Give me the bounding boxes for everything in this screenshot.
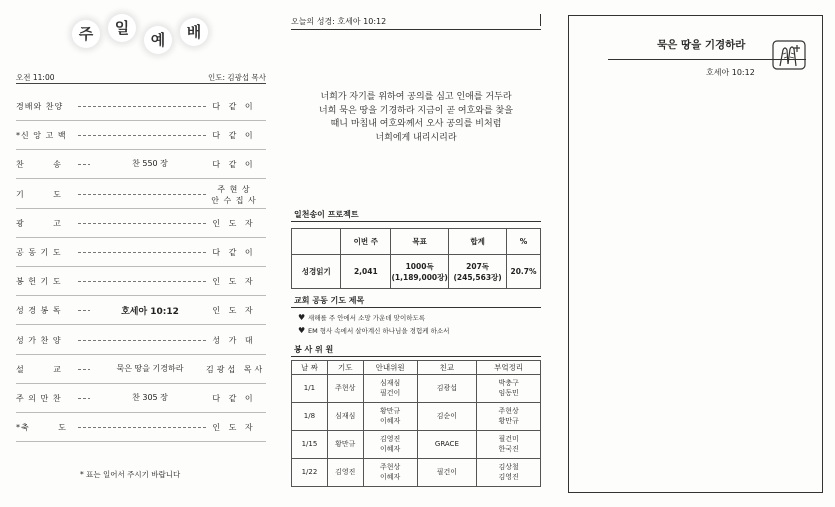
table-row: [292, 459, 541, 487]
leader-dots: [78, 223, 206, 224]
title-char: 배: [180, 18, 208, 46]
praying-hands-icon: [772, 40, 806, 70]
order-item-name: *축 도: [16, 423, 67, 433]
order-item-person: 다 같 이: [212, 394, 256, 403]
verse-line: 너희에게 내리시리라: [375, 132, 457, 143]
order-item-person: 성 가 대: [212, 335, 256, 345]
order-row: [16, 358, 266, 384]
scripture-verse: [291, 91, 541, 145]
order-item-name: 설 교: [16, 364, 62, 374]
order-item-name: *신 앙 고 백: [16, 131, 67, 141]
table-header: 부엌정리: [477, 361, 541, 375]
order-row: [16, 95, 266, 121]
todays-scripture: 오늘의 성경: 호세아 10:12: [291, 17, 387, 26]
leader-dots: [78, 135, 206, 136]
table-cell: 김광섭: [417, 375, 477, 403]
order-item-name: 봉 헌 기 도: [16, 277, 62, 287]
table-header: 날 짜: [292, 361, 328, 375]
table-row: [292, 403, 541, 431]
order-item-detail: 찬 305 장: [90, 392, 210, 403]
table-header: 이번 주: [341, 229, 391, 255]
table-cell: 황만규: [327, 431, 363, 459]
leader-dots: [78, 281, 206, 282]
table-header: 합계: [449, 229, 507, 255]
order-item-person: 주 현 상 안 수 집 사: [211, 184, 257, 205]
table-cell: 주현상: [327, 375, 363, 403]
table-header-row: [292, 229, 541, 255]
time-row: [16, 72, 266, 84]
sermon-reference: 호세아 10:12: [706, 68, 755, 77]
order-row: [16, 212, 266, 238]
title-char: 주: [72, 20, 100, 48]
todays-scripture-header: [291, 16, 541, 30]
leader-dots: [78, 427, 206, 428]
table-cell: 김영진: [327, 459, 363, 487]
order-row: [16, 124, 266, 150]
table-cell: 207독 (245,563장): [449, 255, 507, 289]
table-header: [292, 229, 341, 255]
standing-note: * 표는 일어서 주시기 바랍니다: [80, 470, 181, 479]
order-item-person: 김광섭 목사: [206, 364, 266, 374]
table-cell: 1000독 (1,189,000장): [391, 255, 449, 289]
order-item-name: 주 의 만 찬: [16, 394, 62, 403]
order-item-person: 다 같 이: [212, 102, 256, 111]
table-row: [292, 375, 541, 403]
table-cell: 주현상 이혜자: [363, 459, 417, 487]
table-cell: 1/15: [292, 431, 328, 459]
table-cell: 주현상 황만규: [477, 403, 541, 431]
order-item-person: 다 같 이: [212, 248, 256, 257]
verse-line: 너희가 자기를 위하여 공의를 심고 인애를 거두라: [320, 92, 512, 102]
order-item-person: 인 도 자: [212, 423, 256, 433]
leader-dots: [78, 194, 206, 195]
prayer-item: [298, 313, 425, 322]
heart-icon: ♥: [298, 313, 306, 322]
table-header: 친교: [417, 361, 477, 375]
table-cell: 김상철 김영진: [477, 459, 541, 487]
order-item-detail: 묵은 땅을 기경하라: [90, 363, 210, 374]
order-row: [16, 329, 266, 355]
table-row: [292, 431, 541, 459]
table-cell: 1/8: [292, 403, 328, 431]
prayer-title: 교회 공동 기도 제목: [294, 296, 365, 305]
prayer-text: 새해를 주 안에서 소망 가운데 맞이하도록: [308, 314, 426, 322]
title-char: 일: [108, 14, 136, 42]
table-cell: 1/1: [292, 375, 328, 403]
order-item-person: 인 도 자: [212, 277, 256, 287]
table-cell: 1/22: [292, 459, 328, 487]
order-row: [16, 387, 266, 413]
order-item-person: 다 같 이: [212, 160, 256, 170]
verse-line: 때니 마침내 여호와께서 오사 공의를 비처럼: [330, 119, 502, 129]
order-row: [16, 241, 266, 267]
order-item-detail: 찬 550 장: [90, 158, 210, 169]
order-item-name: 공 동 기 도: [16, 248, 62, 257]
order-item-person: 다 같 이: [212, 131, 256, 141]
service-title: [70, 14, 220, 54]
order-item-person: 인 도 자: [212, 218, 256, 228]
order-item-name: 찬 송: [16, 160, 62, 170]
table-header: 목표: [391, 229, 449, 255]
table-header: %: [507, 229, 541, 255]
order-row: [16, 299, 266, 325]
heart-icon: ♥: [298, 326, 306, 335]
leader-dots: [78, 340, 206, 341]
table-cell: 필건이: [417, 459, 477, 487]
table-cell: 김영진 이혜자: [363, 431, 417, 459]
sermon-notes-box: [568, 15, 823, 493]
prayer-item: [298, 326, 449, 335]
table-header: 기도: [327, 361, 363, 375]
order-row: [16, 270, 266, 296]
order-row: [16, 416, 266, 442]
order-row: [16, 183, 266, 209]
order-row: [16, 153, 266, 179]
table-cell: 2,041: [341, 255, 391, 289]
title-char: 예: [144, 26, 172, 54]
sermon-title: 묵은 땅을 기경하라: [657, 39, 746, 51]
table-cell: 김순이: [417, 403, 477, 431]
service-time: 오전 11:00: [16, 73, 55, 82]
table-cell: 성경읽기: [292, 255, 341, 289]
order-item-name: 성 경 봉 독: [16, 306, 62, 316]
table-cell: 박충구 임동민: [477, 375, 541, 403]
order-item-name: 광 고: [16, 218, 62, 228]
table-cell: 심재심 필건이: [363, 375, 417, 403]
verse-line: 너희 묵은 땅을 기경하라 지금이 곧 여호와를 찾을: [319, 105, 513, 116]
leader-dots: [78, 106, 206, 107]
prayer-text: EM 형사 속에서 살아계신 하나님을 경험케 하소서: [308, 327, 450, 335]
service-committee-title: 봉 사 위 원: [294, 345, 334, 354]
service-leader: 인도: 김광섭 목사: [207, 73, 266, 82]
table-header: 안내위원: [363, 361, 417, 375]
order-item-name: 경배와 찬양: [16, 102, 64, 111]
table-cell: 20.7%: [507, 255, 541, 289]
order-item-name: 성 가 찬 양: [16, 335, 62, 345]
divider: [291, 221, 541, 222]
service-committee-table: [291, 360, 541, 487]
order-item-detail: 호세아 10:12: [90, 304, 210, 317]
order-item-name: 기 도: [16, 189, 62, 199]
divider: [291, 356, 541, 357]
table-cell: 심재심: [327, 403, 363, 431]
project-table: [291, 228, 541, 289]
divider: [291, 307, 541, 308]
table-cell: GRACE: [417, 431, 477, 459]
project-title: 일천송이 프로젝트: [294, 210, 359, 219]
table-cell: 필건미 한국진: [477, 431, 541, 459]
order-item-person: 인 도 자: [212, 306, 256, 316]
table-header-row: [292, 361, 541, 375]
table-row: [292, 255, 541, 289]
leader-dots: [78, 252, 206, 253]
table-cell: 황만규 이혜자: [363, 403, 417, 431]
